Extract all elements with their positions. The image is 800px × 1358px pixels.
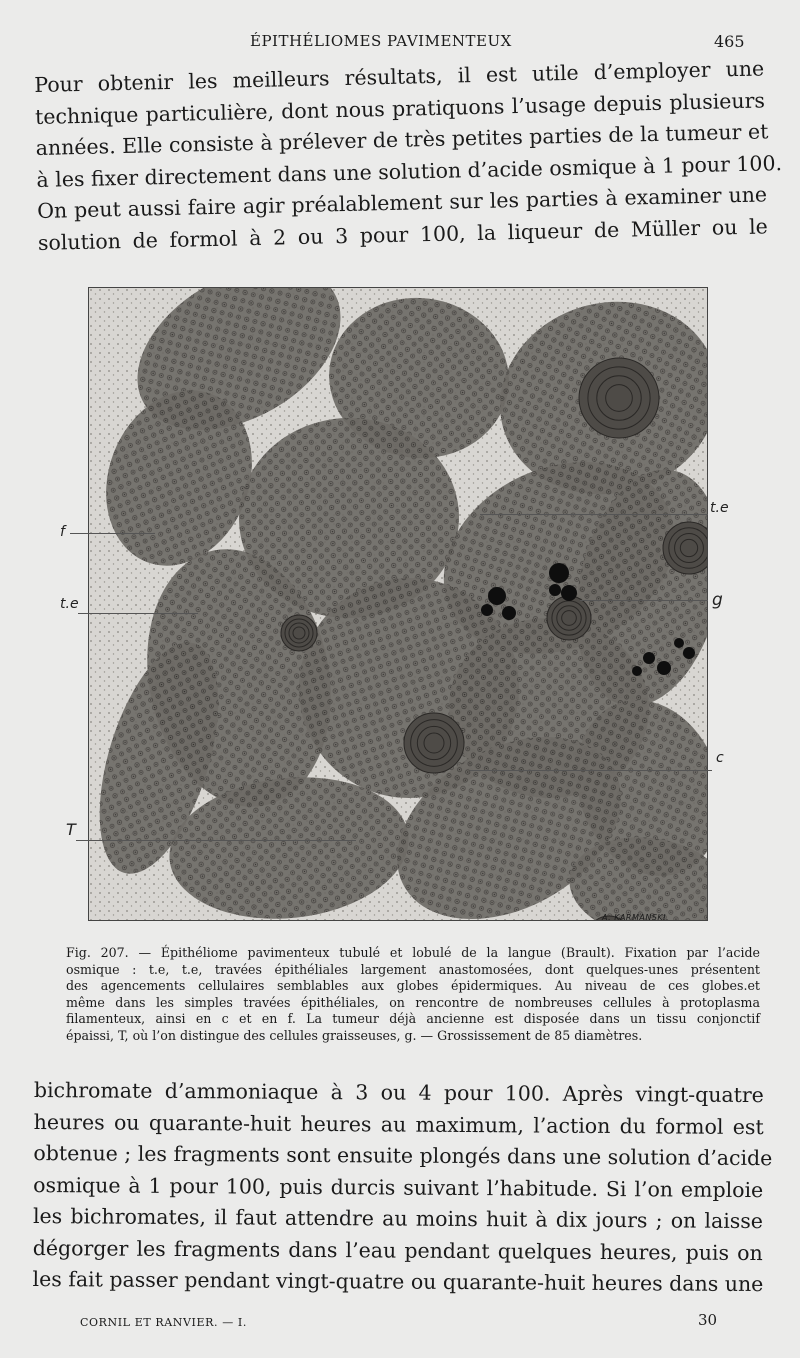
footer-author: CORNIL ET RANVIER. — I.	[80, 1316, 247, 1329]
histology-illustration	[89, 288, 707, 920]
fat-cell	[643, 652, 655, 664]
artist-signature: A. KARMANSKI.	[602, 913, 670, 922]
running-title: ÉPITHÉLIOMES PAVIMENTEUX	[250, 32, 512, 50]
fat-cell	[549, 563, 569, 583]
fat-cell	[657, 661, 671, 675]
text-line: solution de formol à 2 ou 3 pour 100, la liqueur de Müller ou le	[37, 213, 768, 255]
caption-line: épaissi, T, où l’on distingue des cellules graisseuses, g. — Grossissement de 85 diamètres.	[66, 1027, 643, 1043]
label-g: g	[712, 590, 723, 610]
fat-cell	[674, 638, 684, 648]
fat-cell	[549, 584, 561, 596]
text-line: à les fixer directement dans une solution d’acide osmique à 1 pour 100.	[36, 150, 783, 192]
caption-line: osmique : t.e, t.e, travées épithéliales largement anastomosées, dont quelques-unes présentent	[66, 961, 760, 977]
text-line: obtenue ; les fragments sont ensuite plongés dans une solution d’acide	[33, 1140, 773, 1171]
fat-cell	[632, 666, 642, 676]
caption-line: filamenteux, ainsi en c et en f. La tumeur déjà ancienne est disposée dans un tissu conjonctif	[66, 1011, 760, 1026]
leader-line	[78, 613, 198, 614]
text-line: les fait passer pendant vingt-quatre ou quarante-huit heures dans une	[32, 1266, 764, 1297]
globe-ring	[404, 713, 464, 773]
label-T: T	[66, 820, 76, 839]
text-line: bichromate d’ammoniaque à 3 ou 4 pour 100. Après vingt-quatre	[33, 1077, 764, 1108]
text-line: années. Elle consiste à prélever de très petites parties de la tumeur et	[35, 119, 769, 160]
leader-line	[580, 600, 708, 601]
text-line: heures ou quarante-huit heures au maximum, l’action du formol est	[33, 1109, 764, 1139]
bottom-paragraph	[32, 1075, 773, 1301]
globe-ring	[579, 358, 659, 438]
text-line: les bichromates, il faut attendre au moins huit à dix jours ; on laisse	[32, 1203, 764, 1234]
label-te-right: t.e	[710, 500, 729, 516]
fat-cell	[488, 587, 506, 605]
leader-line	[76, 840, 356, 841]
caption-line: des agencements cellulaires semblables aux globes épidermiques. Au niveau de ces globes.et	[66, 978, 760, 993]
signature-mark: 30	[698, 1311, 718, 1329]
fat-cell	[561, 585, 577, 601]
histology-figure	[88, 287, 708, 921]
globe-ring	[547, 596, 591, 640]
text-line: dégorger les fragments dans l’eau pendant quelques heures, puis on	[32, 1235, 763, 1265]
text-line: osmique à 1 pour 100, puis durcis suivant l’habitude. Si l’on emploie	[33, 1172, 764, 1202]
top-paragraph	[34, 53, 783, 259]
figure-caption	[66, 945, 760, 1044]
page-number: 465	[714, 32, 745, 51]
leader-line	[470, 770, 712, 771]
text-line: On peut aussi faire agir préalablement sur les parties à examiner une	[36, 182, 768, 223]
caption-line: même dans les simples travées épithéliales, on rencontre de nombreuses cellules à protoplasma	[66, 994, 760, 1010]
globe-ring	[281, 615, 317, 651]
label-c: c	[716, 750, 724, 766]
text-line: Pour obtenir les meilleurs résultats, il est utile d’employer une	[34, 56, 765, 97]
fat-cell	[481, 604, 493, 616]
leader-line	[480, 514, 708, 515]
fat-cell	[502, 606, 516, 620]
label-f: f	[60, 524, 65, 540]
text-line: technique particulière, dont nous pratiquons l’usage depuis plusieurs	[34, 87, 766, 129]
caption-line: Fig. 207. — Épithéliome pavimenteux tubulé et lobulé de la langue (Brault). Fixation par l’acide	[66, 945, 760, 960]
leader-line	[70, 533, 155, 534]
label-te-left: t.e	[60, 596, 79, 612]
fat-cell	[683, 647, 695, 659]
